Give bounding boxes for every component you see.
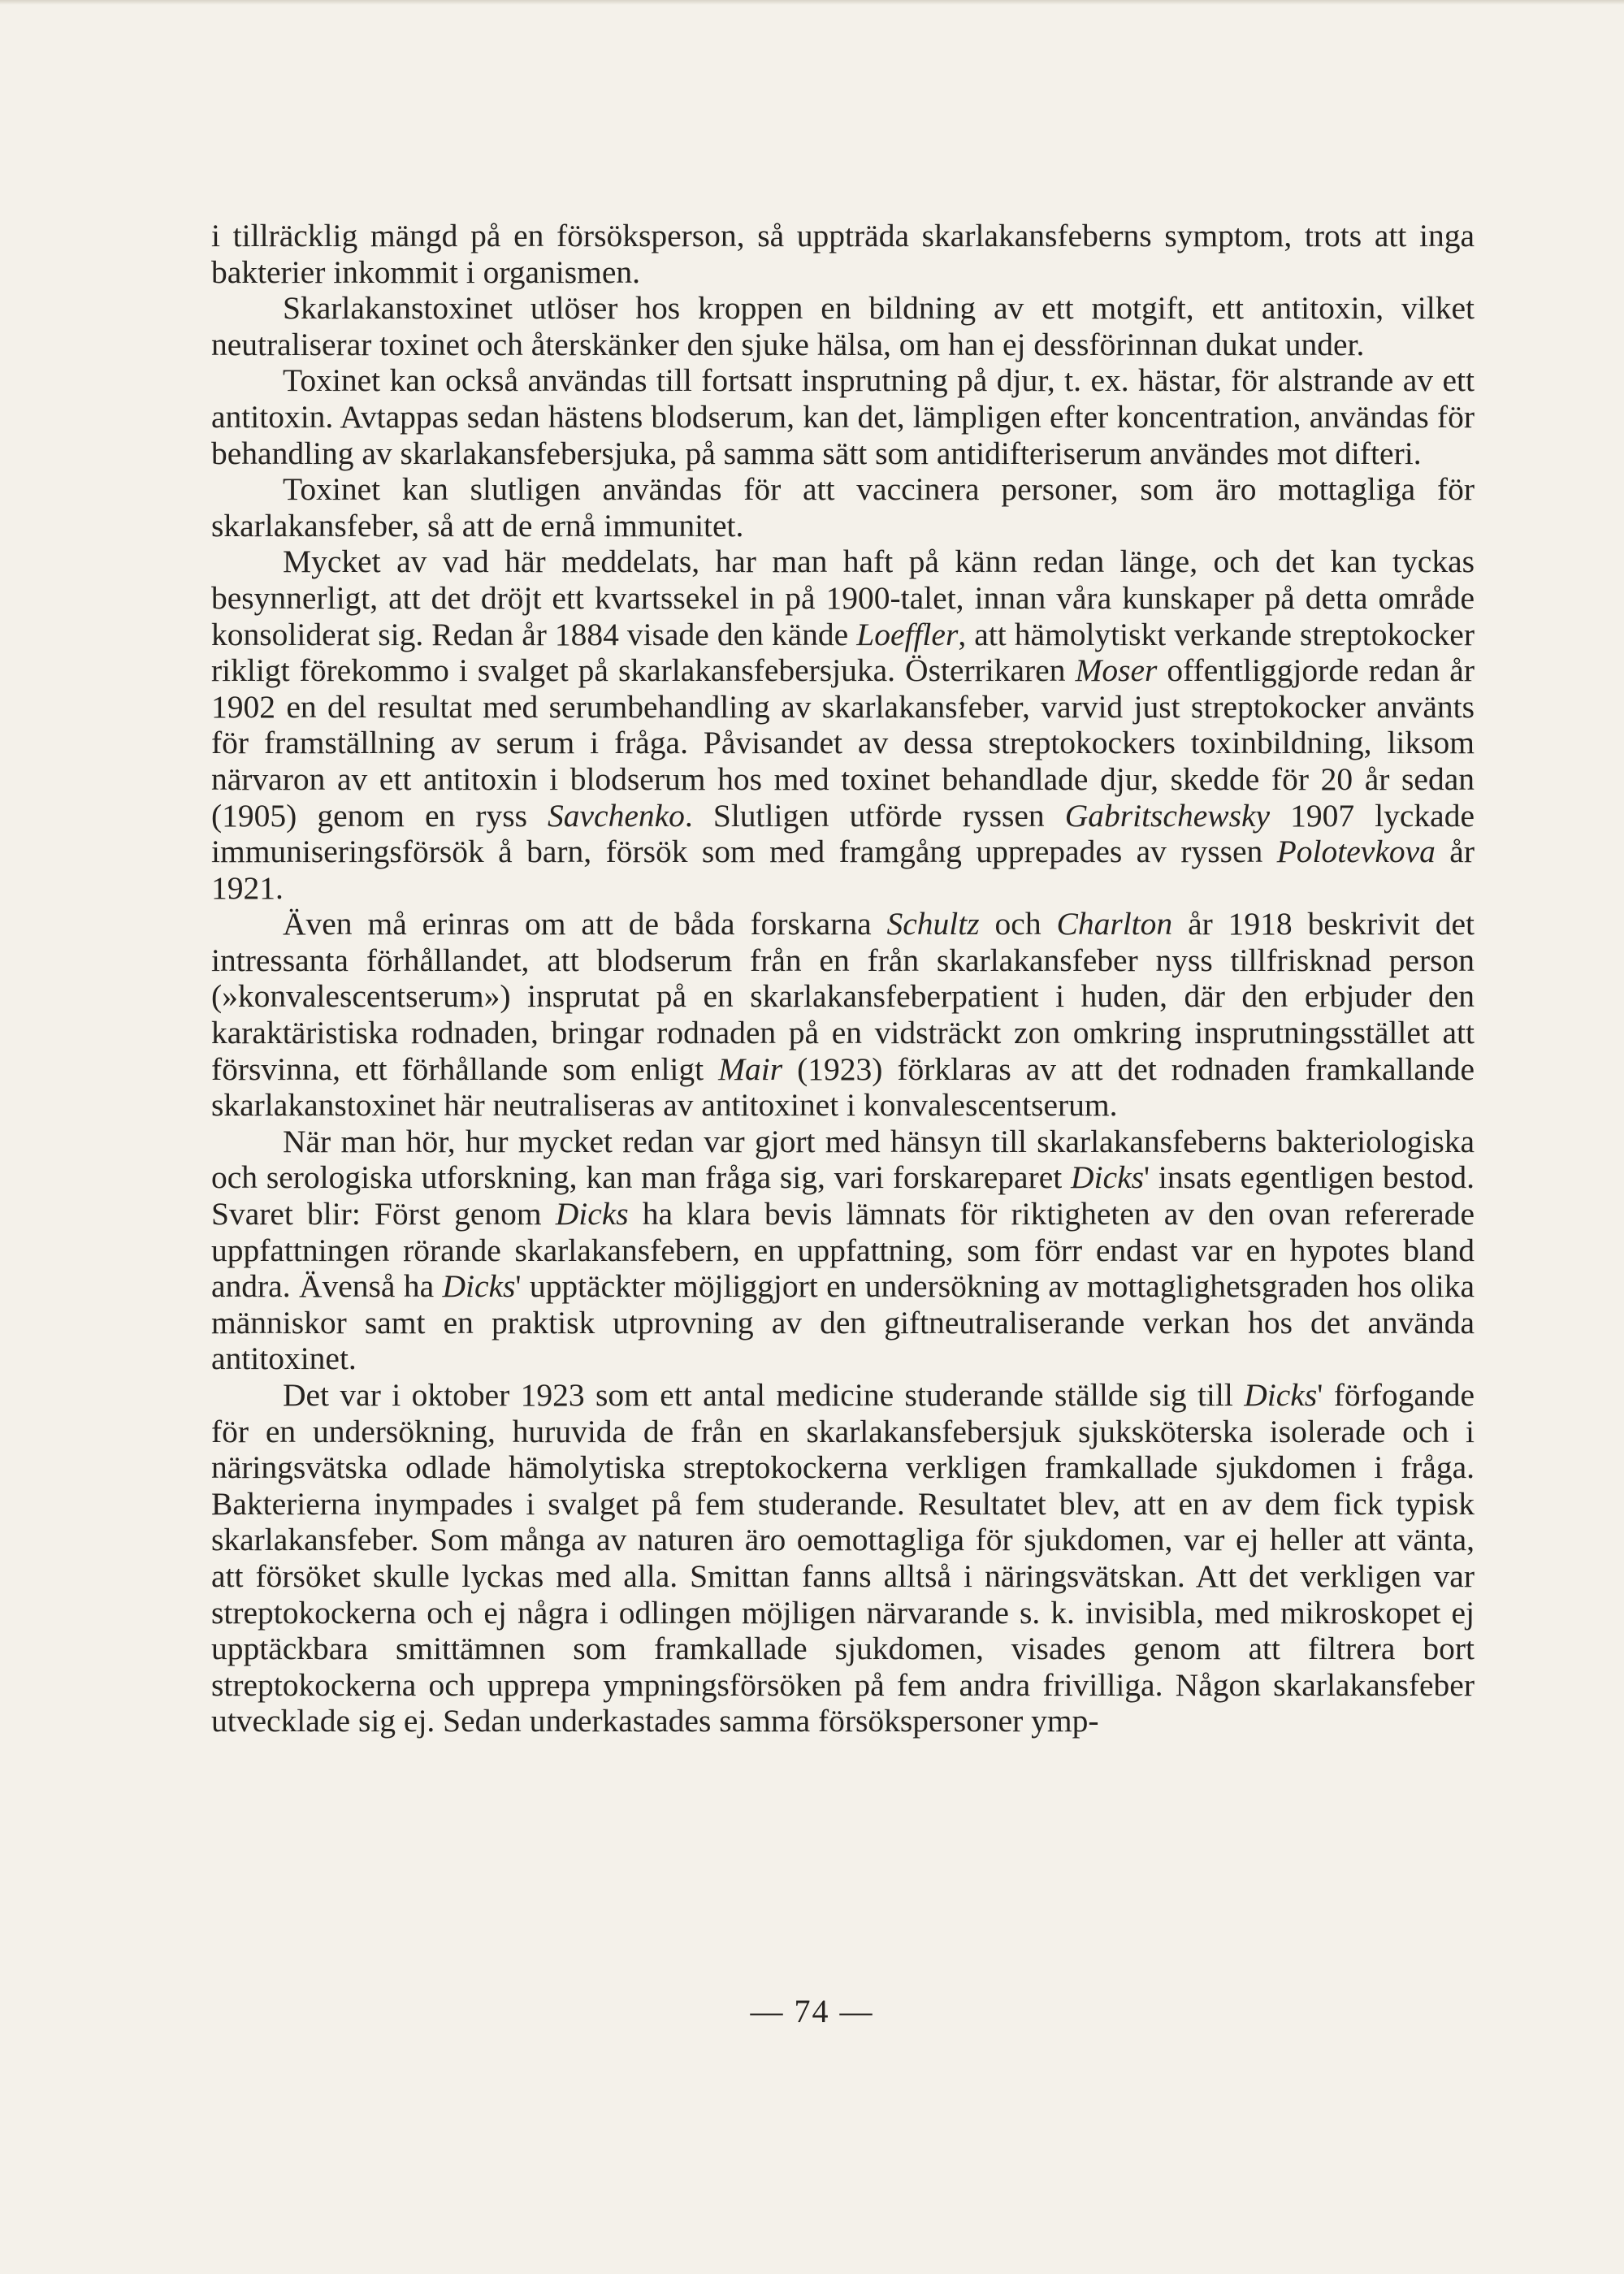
italic-name: Charlton (1056, 906, 1173, 942)
text-run: Det var i oktober 1923 som ett antal medicine studerande ställde sig till (283, 1377, 1245, 1413)
text-run: år 1918 beskrivit det intressanta förhållandet, att blodserum från en från skarlakansfeber nyss tillfrisknad person (»konvalescentserum») insprutat på en skarlakansfeberpatient i huden, där den erbjuder den karaktäristiska rodnaden, bringar rodnaden på en vidsträckt zon omkring insprutningsstället att försvinna, ett förhållande som enligt (211, 906, 1475, 1087)
text-run: Skarlakanstoxinet utlöser hos kroppen en bildning av ett motgift, ett antitoxin, vilket neutraliserar toxinet och återskänker den sjuke hälsa, om han ej dessförinnan dukat under. (211, 290, 1475, 362)
paragraph (211, 1124, 1475, 1377)
text-run: (1923) förklaras av att det rodnaden framkallande skarlakanstoxinet här neutraliseras av antitoxinet i konvalescentserum. (211, 1050, 1475, 1124)
text-run: . Slutligen utförde ryssen (684, 797, 1065, 834)
paragraph (211, 218, 1475, 290)
text-run: När man hör, hur mycket redan var gjort med hänsyn till skarlakansfeberns bakteriologiska och serologiska utforskning, kan man fråga sig, vari forskareparet (211, 1123, 1475, 1196)
text-run: och (979, 906, 1057, 942)
text-run: Även må erinras om att de båda forskarna (283, 906, 887, 942)
text-run: i tillräcklig mängd på en försöksperson, så uppträda skarlakansfeberns symptom, trots att inga bakterier inkommit i organismen. (211, 218, 1475, 290)
text-run: 1907 lyckade immuniseringsförsök å barn, försök som med framgång upprepades av ryssen (211, 797, 1475, 870)
page-number: — 74 — (750, 1993, 874, 2029)
paragraph (211, 1377, 1475, 1739)
text-run: offentliggjorde redan år 1902 en del resultat med serumbehandling av skarlakansfeber, varvid just streptokocker använts för framställning av serum i fråga. Påvisandet av dessa streptokockers toxinbildning, liksom närvaron av ett antitoxin i blodserum hos med toxinet behandlade djur, skedde för 20 år sedan (1905) genom en ryss (211, 652, 1475, 834)
paragraph (211, 362, 1475, 471)
text-run: år 1921. (211, 834, 1475, 906)
paragraph (211, 290, 1475, 362)
page-top-edge (0, 0, 1624, 5)
body-text (211, 218, 1475, 1739)
italic-name: Loeffler (856, 616, 959, 652)
italic-name: Dicks (1244, 1377, 1318, 1413)
text-run: ' förfogande för en undersökning, huruvida de från en skarlakansfebersjuk sjuksköterska isolerade och i näringsvätska odlade hämolytiska streptokockerna verkligen framkallade sjukdomen i fråga. Bakterierna inympades i svalget på fem studerande. Resultatet blev, att en av dem fick typisk skarlakansfeber. Som många av naturen äro oemottagliga för sjukdomen, var ej heller att vänta, att försöket skulle lyckas med alla. Smittan fanns alltså i näringsvätskan. Att det verkligen var streptokockerna och ej några i odlingen möjligen närvarande s. k. invisibla, med mikroskopet ej upptäckbara smittämnen som framkallade sjukdomen, visades genom att filtrera bort streptokockerna och upprepa ympningsförsöken på fem andra frivilliga. Någon skarlakansfeber utvecklade sig ej. Sedan underkastades samma försökspersoner ymp- (211, 1377, 1475, 1739)
italic-name: Savchenko (548, 797, 685, 834)
italic-name: Dicks (1071, 1159, 1144, 1196)
italic-name: Schultz (886, 906, 980, 942)
paragraph (211, 906, 1475, 1124)
italic-name: Polotevkova (1276, 834, 1436, 870)
text-run: Mycket av vad här meddelats, har man haft på känn redan länge, och det kan tyckas besynnerligt, att det dröjt ett kvartssekel in på 1900-talet, innan våra kunskaper på detta område konsoliderat sig. Redan år 1884 visade den kände (211, 544, 1475, 652)
italic-name: Moser (1075, 652, 1158, 689)
italic-name: Mair (718, 1050, 783, 1087)
text-run: Toxinet kan slutligen användas för att vaccinera personer, som äro mottagliga för skarlakansfeber, så att de ernå immunitet. (211, 471, 1475, 544)
paragraph (211, 471, 1475, 544)
text-run: ' insats egentligen bestod. Svaret blir: Först genom (211, 1159, 1475, 1232)
italic-name: Gabritschewsky (1064, 797, 1271, 834)
text-run: ha klara bevis lämnats för riktigheten av den ovan refererade uppfattningen rörande skarlakansfebern, en uppfattning, som förr endast var en hypotes bland andra. Ävenså ha (211, 1196, 1475, 1305)
text-run: Toxinet kan också användas till fortsatt insprutning på djur, t. ex. hästar, för alstrande av ett antitoxin. Avtappas sedan hästens blodserum, kan det, lämpligen efter koncentration, användas för behandling av skarlakansfebersjuka, på samma sätt som antidifteriserum användes mot difteri. (211, 362, 1475, 471)
italic-name: Dicks (442, 1268, 516, 1305)
italic-name: Dicks (555, 1196, 629, 1232)
text-run: ' upptäckter möjliggjort en undersökning av mottaglighetsgraden hos olika människor samt en praktisk utprovning av den giftneutraliserande verkan hos det använda antitoxinet. (211, 1268, 1475, 1377)
paragraph (211, 544, 1475, 906)
text-run: , att hämolytiskt verkande streptokocker rikligt förekommo i svalget på skarlakansfebersjuka. Österrikaren (211, 616, 1475, 689)
